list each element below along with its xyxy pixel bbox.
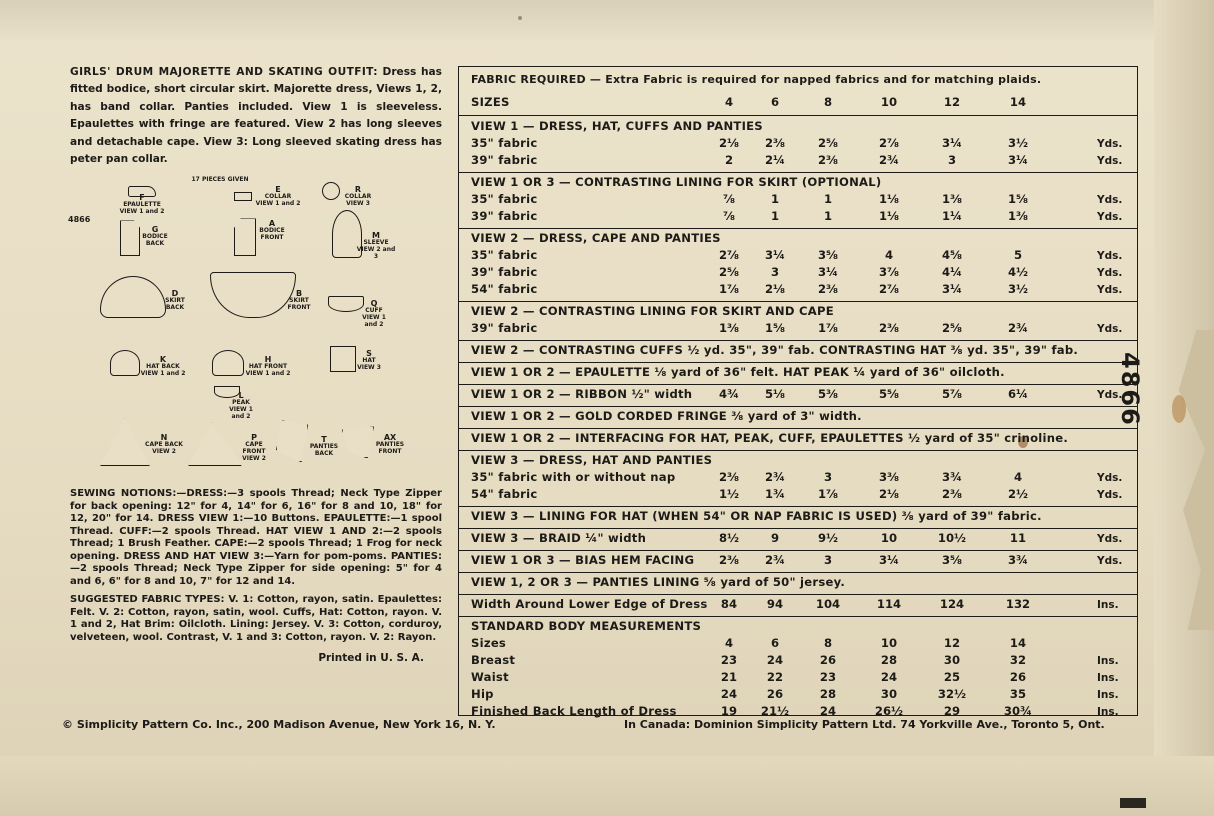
side-pattern-number: 4866 xyxy=(1116,352,1144,427)
piece-s-label: S HAT VIEW 3 xyxy=(357,349,381,372)
table-cell: 1 xyxy=(823,209,833,223)
table-cell: 11 xyxy=(1009,531,1027,545)
table-cell: 21 xyxy=(720,670,738,684)
table-cell: 4½ xyxy=(1007,265,1029,279)
row-label: Hip xyxy=(471,687,494,701)
unit-label: Yds. xyxy=(1097,250,1123,262)
table-cell: 2⅞ xyxy=(718,248,740,262)
table-cell: 3¼ xyxy=(941,282,963,296)
sewing-notions: SEWING NOTIONS:—DRESS:—3 spools Thread; Neck Type Zipper for back opening: 12" for 4, 14" for 6, 16" for 8 and 10, 18" for 12, 20" for 14. DRESS VIEW 1:—10 Buttons. EPAULETTE:—1 spool Thread. CUFF:—2 spools Thread. HAT VIEW 1 AND 2:—2 spools Thread; 1 Brush Feather. CAPE:—2 spools Thread; 1 Frog for neck opening. DRESS AND HAT VIEW 3:—Yarn for pom-poms. PANTIES:—2 spools Thread; Neck Type Zipper for side opening: 5" for 4 and 6, 6" for 8 and 10, 7" for 12 and 14. xyxy=(70,488,442,587)
row-label: Finished Back Length of Dress xyxy=(471,704,677,718)
table-rule xyxy=(459,340,1137,341)
description xyxy=(70,64,442,168)
table-cell: 2¾ xyxy=(764,470,786,484)
row-label: 54" fabric xyxy=(471,487,538,501)
size-column-header: 12 xyxy=(943,95,961,109)
table-cell: 2⅝ xyxy=(941,321,963,335)
unit-label: Ins. xyxy=(1097,706,1119,718)
table-cell: 1⅛ xyxy=(878,209,900,223)
unit-label: Yds. xyxy=(1097,472,1123,484)
table-cell: 8½ xyxy=(718,531,740,545)
unit-label: Yds. xyxy=(1097,489,1123,501)
table-cell: 24 xyxy=(766,653,784,667)
table-cell: 2⅛ xyxy=(878,487,900,501)
table-cell: 2⅝ xyxy=(817,136,839,150)
piece-b-label: B SKIRT FRONT xyxy=(287,289,311,312)
table-rule xyxy=(459,450,1137,451)
piece-h-label: H HAT FRONT VIEW 1 and 2 xyxy=(245,355,291,378)
row-label: 39" fabric xyxy=(471,321,538,335)
table-rule xyxy=(459,172,1137,173)
table-cell: 29 xyxy=(943,704,961,718)
table-rule xyxy=(459,384,1137,385)
piece-a-label: A BODICE FRONT xyxy=(259,219,285,242)
pattern-pieces-diagram xyxy=(70,172,442,482)
table-cell: 2 xyxy=(724,153,734,167)
paper-edge-top xyxy=(0,0,1214,40)
table-cell: 9 xyxy=(770,531,780,545)
section-title: VIEW 1 OR 3 — CONTRASTING LINING FOR SKIRT (OPTIONAL) xyxy=(471,175,882,189)
size-column-header: 8 xyxy=(823,95,833,109)
table-cell: 3⅜ xyxy=(878,470,900,484)
table-cell: 6¼ xyxy=(1007,387,1029,401)
table-cell: 2⅜ xyxy=(718,470,740,484)
left-column xyxy=(70,64,442,664)
table-cell: 23 xyxy=(819,670,837,684)
table-cell: 1⅞ xyxy=(817,321,839,335)
table-cell: 3¾ xyxy=(1007,553,1029,567)
unit-label: Ins. xyxy=(1097,655,1119,667)
line-item: VIEW 1, 2 OR 3 — PANTIES LINING ⅝ yard of 50" jersey. xyxy=(471,575,845,589)
table-cell: 2⅜ xyxy=(764,136,786,150)
line-item: VIEW 3 — LINING FOR HAT (WHEN 54" OR NAP FABRIC IS USED) ⅜ yard of 39" fabric. xyxy=(471,509,1042,523)
unit-label: Ins. xyxy=(1097,599,1119,611)
paper-edge-bottom xyxy=(0,756,1214,816)
stain xyxy=(1172,395,1186,423)
table-cell: 2⅜ xyxy=(817,282,839,296)
table-rule xyxy=(459,506,1137,507)
unit-label: Yds. xyxy=(1097,138,1123,150)
table-rule xyxy=(459,301,1137,302)
table-cell: 3¼ xyxy=(941,136,963,150)
row-label: 39" fabric xyxy=(471,265,538,279)
table-cell: 1½ xyxy=(718,487,740,501)
table-cell: 32½ xyxy=(937,687,967,701)
table-cell: 2⅛ xyxy=(718,136,740,150)
table-cell: 2¼ xyxy=(764,153,786,167)
copyright-footer: © Simplicity Pattern Co. Inc., 200 Madison Avenue, New York 16, N. Y. xyxy=(62,718,496,731)
table-rule xyxy=(459,616,1137,617)
unit-label: Yds. xyxy=(1097,555,1123,567)
size-column-header: 10 xyxy=(880,95,898,109)
table-cell: 1⅛ xyxy=(878,192,900,206)
table-cell: 114 xyxy=(876,597,902,611)
table-cell: 3¾ xyxy=(941,470,963,484)
section-title: VIEW 2 — DRESS, CAPE AND PANTIES xyxy=(471,231,721,245)
table-cell: 2¾ xyxy=(764,553,786,567)
table-cell: 2⅞ xyxy=(878,282,900,296)
line-item: VIEW 1 OR 3 — BIAS HEM FACING xyxy=(471,553,695,567)
table-cell: 2⅜ xyxy=(718,553,740,567)
section-title: VIEW 2 — CONTRASTING LINING FOR SKIRT AND CAPE xyxy=(471,304,834,318)
table-rule xyxy=(459,228,1137,229)
table-cell: 4 xyxy=(1013,470,1023,484)
table-cell: 24 xyxy=(720,687,738,701)
table-cell: 2⅞ xyxy=(878,136,900,150)
table-rule xyxy=(459,550,1137,551)
row-label: Breast xyxy=(471,653,516,667)
table-cell: 30 xyxy=(943,653,961,667)
table-cell: 3 xyxy=(823,553,833,567)
unit-label: Yds. xyxy=(1097,533,1123,545)
table-rule xyxy=(459,572,1137,573)
row-label: 39" fabric xyxy=(471,153,538,167)
table-rule xyxy=(459,428,1137,429)
table-cell: 6 xyxy=(770,636,780,650)
table-cell: 3⅞ xyxy=(878,265,900,279)
piece-skirt-back xyxy=(100,276,166,318)
unit-label: Ins. xyxy=(1097,689,1119,701)
piece-collar-e xyxy=(234,192,252,201)
pattern-number: 4866 xyxy=(68,215,91,225)
unit-label: Yds. xyxy=(1097,211,1123,223)
line-item: VIEW 1 OR 2 — GOLD CORDED FRINGE ⅜ yard of 3" width. xyxy=(471,409,862,423)
table-cell: 12 xyxy=(943,636,961,650)
table-cell: 26½ xyxy=(874,704,904,718)
piece-m-label: M SLEEVE VIEW 2 and 3 xyxy=(356,231,396,261)
line-item: VIEW 1 OR 2 — INTERFACING FOR HAT, PEAK, CUFF, EPAULETTES ½ yard of 35" crinoline. xyxy=(471,431,1069,445)
piece-n-label: N CAPE BACK VIEW 2 xyxy=(145,433,183,456)
row-label: 35" fabric xyxy=(471,248,538,262)
row-label: Width Around Lower Edge of Dress xyxy=(471,597,708,611)
piece-ax-label: AX PANTIES FRONT xyxy=(375,433,405,456)
row-label: 54" fabric xyxy=(471,282,538,296)
table-cell: 28 xyxy=(880,653,898,667)
table-cell: 5⅝ xyxy=(878,387,900,401)
table-cell: 3¼ xyxy=(764,248,786,262)
section-title: VIEW 3 — DRESS, HAT AND PANTIES xyxy=(471,453,713,467)
table-cell: 3⅝ xyxy=(817,248,839,262)
suggested-fabrics: SUGGESTED FABRIC TYPES: V. 1: Cotton, rayon, satin. Epaulettes: Felt. V. 2: Cotton, rayon, satin, wool. Cuffs, Hat: Cotton, rayon. V. 1 and 2, Hat Brim: Oilcloth. Lining: Jersey. V. 3: Cotton, corduroy, velveteen, wool. Contrast, V. 1 and 3: Cotton, rayon. V. 2: Rayon. xyxy=(70,594,442,643)
table-cell: 2¾ xyxy=(878,153,900,167)
piece-f-label: F EPAULETTE VIEW 1 and 2 xyxy=(119,193,165,216)
table-cell: 3¼ xyxy=(878,553,900,567)
piece-g-label: G BODICE BACK xyxy=(142,225,168,248)
table-cell: 24 xyxy=(819,704,837,718)
table-cell: 3½ xyxy=(1007,282,1029,296)
canada-footer: In Canada: Dominion Simplicity Pattern Ltd. 74 Yorkville Ave., Toronto 5, Ont. xyxy=(624,718,1105,731)
piece-s xyxy=(330,346,356,372)
table-cell: 9½ xyxy=(817,531,839,545)
table-header: FABRIC REQUIRED — Extra Fabric is required for napped fabrics and for matching plaids. xyxy=(471,73,1042,86)
table-cell: 10 xyxy=(880,636,898,650)
table-cell: 1¾ xyxy=(764,487,786,501)
line-item: VIEW 1 OR 2 — EPAULETTE ⅛ yard of 36" felt. HAT PEAK ¼ yard of 36" oilcloth. xyxy=(471,365,1005,379)
line-item: VIEW 1 OR 2 — RIBBON ½" width xyxy=(471,387,693,401)
table-cell: 23 xyxy=(720,653,738,667)
table-cell: 3⅝ xyxy=(941,553,963,567)
table-cell: 22 xyxy=(766,670,784,684)
table-cell: 1 xyxy=(770,209,780,223)
pattern-title: GIRLS' DRUM MAJORETTE AND SKATING OUTFIT: xyxy=(70,66,378,78)
table-cell: 26 xyxy=(819,653,837,667)
printed-in: Printed in U. S. A. xyxy=(318,652,424,665)
unit-label: Yds. xyxy=(1097,267,1123,279)
size-column-header: 14 xyxy=(1009,95,1027,109)
table-cell: 4¾ xyxy=(718,387,740,401)
table-cell: 84 xyxy=(720,597,738,611)
table-cell: 14 xyxy=(1009,636,1027,650)
table-cell: 26 xyxy=(766,687,784,701)
row-label: 35" fabric xyxy=(471,136,538,150)
table-cell: 1 xyxy=(823,192,833,206)
table-cell: 5 xyxy=(1013,248,1023,262)
unit-label: Yds. xyxy=(1097,155,1123,167)
table-cell: 4⅝ xyxy=(941,248,963,262)
sizes-label: SIZES xyxy=(471,95,510,109)
table-cell: 3¼ xyxy=(1007,153,1029,167)
table-cell: 1⅞ xyxy=(817,487,839,501)
table-cell: 1⅜ xyxy=(941,192,963,206)
piece-hat-back xyxy=(110,350,140,376)
table-cell: 1⅞ xyxy=(718,282,740,296)
table-cell: 4 xyxy=(884,248,894,262)
table-rule xyxy=(459,406,1137,407)
unit-label: Ins. xyxy=(1097,672,1119,684)
unit-label: Yds. xyxy=(1097,323,1123,335)
table-cell: 3 xyxy=(947,153,957,167)
table-cell: 10½ xyxy=(937,531,967,545)
table-cell: 1⅜ xyxy=(1007,209,1029,223)
table-cell: 2½ xyxy=(1007,487,1029,501)
table-cell: 4 xyxy=(724,636,734,650)
table-cell: 21½ xyxy=(760,704,790,718)
table-cell: 30 xyxy=(880,687,898,701)
table-cell: 1 xyxy=(770,192,780,206)
row-label: Sizes xyxy=(471,636,507,650)
table-cell: 3 xyxy=(770,265,780,279)
table-cell: 35 xyxy=(1009,687,1027,701)
piece-l-label: L PEAK VIEW 1 and 2 xyxy=(229,391,253,421)
table-cell: 2⅛ xyxy=(764,282,786,296)
paper-speck xyxy=(518,16,522,20)
table-cell: 1¼ xyxy=(941,209,963,223)
line-item: VIEW 3 — BRAID ¼" width xyxy=(471,531,647,545)
table-cell: 104 xyxy=(815,597,841,611)
size-column-header: 6 xyxy=(770,95,780,109)
section-title: VIEW 1 — DRESS, HAT, CUFFS AND PANTIES xyxy=(471,119,763,133)
table-cell: 94 xyxy=(766,597,784,611)
description-text: Dress has fitted bodice, short circular skirt. Majorette dress, Views 1, 2, has band collar. Panties included. View 1 is sleeveless. Epaulettes with fringe are featured. View 2 has long sleeves and detachable cape. View 3: Long sleeved skating dress has peter pan collar. xyxy=(70,66,442,166)
table-cell: 2⅜ xyxy=(817,153,839,167)
table-cell: 2⅝ xyxy=(718,265,740,279)
table-cell: 4¼ xyxy=(941,265,963,279)
binder-clip xyxy=(1120,798,1146,808)
piece-t-label: T PANTIES BACK xyxy=(309,435,339,458)
piece-cape-back xyxy=(100,418,150,466)
unit-label: Yds. xyxy=(1097,389,1123,401)
piece-cuff-label: Q CUFF VIEW 1 and 2 xyxy=(362,299,386,329)
table-cell: 2¾ xyxy=(1007,321,1029,335)
yardage-chart xyxy=(458,66,1138,716)
section-title: STANDARD BODY MEASUREMENTS xyxy=(471,619,702,633)
table-cell: ⅞ xyxy=(722,209,735,223)
table-cell: 132 xyxy=(1005,597,1031,611)
piece-r-label: R COLLAR VIEW 3 xyxy=(344,185,372,208)
unit-label: Yds. xyxy=(1097,194,1123,206)
table-cell: 3 xyxy=(823,470,833,484)
unit-label: Yds. xyxy=(1097,284,1123,296)
table-rule xyxy=(459,362,1137,363)
table-rule xyxy=(459,528,1137,529)
table-cell: 26 xyxy=(1009,670,1027,684)
table-cell: 5⅞ xyxy=(941,387,963,401)
row-label: 35" fabric xyxy=(471,192,538,206)
table-cell: 2⅜ xyxy=(878,321,900,335)
row-label: 39" fabric xyxy=(471,209,538,223)
piece-e-label: E COLLAR VIEW 1 and 2 xyxy=(255,185,301,208)
table-rule xyxy=(459,115,1137,116)
table-cell: 30¾ xyxy=(1003,704,1033,718)
row-label: Waist xyxy=(471,670,509,684)
table-cell: 5⅛ xyxy=(764,387,786,401)
line-item: VIEW 2 — CONTRASTING CUFFS ½ yd. 35", 39" fab. CONTRASTING HAT ⅜ yd. 35", 39" fab. xyxy=(471,343,1079,357)
size-column-header: 4 xyxy=(724,95,734,109)
table-cell: 124 xyxy=(939,597,965,611)
table-cell: 10 xyxy=(880,531,898,545)
table-cell: 3½ xyxy=(1007,136,1029,150)
piece-k-label: K HAT BACK VIEW 1 and 2 xyxy=(140,355,186,378)
table-cell: 25 xyxy=(943,670,961,684)
table-cell: 5⅜ xyxy=(817,387,839,401)
piece-d-label: D SKIRT BACK xyxy=(165,289,185,312)
pieces-given-label: 17 PIECES GIVEN xyxy=(191,176,249,184)
table-cell: 19 xyxy=(720,704,738,718)
table-cell: ⅞ xyxy=(722,192,735,206)
table-cell: 1⅝ xyxy=(1007,192,1029,206)
table-cell: 24 xyxy=(880,670,898,684)
table-cell: 1⅜ xyxy=(718,321,740,335)
table-cell: 2⅜ xyxy=(941,487,963,501)
table-cell: 32 xyxy=(1009,653,1027,667)
table-cell: 28 xyxy=(819,687,837,701)
table-rule xyxy=(459,594,1137,595)
row-label: 35" fabric with or without nap xyxy=(471,470,676,484)
table-cell: 8 xyxy=(823,636,833,650)
table-cell: 3¼ xyxy=(817,265,839,279)
piece-p-label: P CAPE FRONT VIEW 2 xyxy=(242,433,266,463)
table-cell: 1⅝ xyxy=(764,321,786,335)
